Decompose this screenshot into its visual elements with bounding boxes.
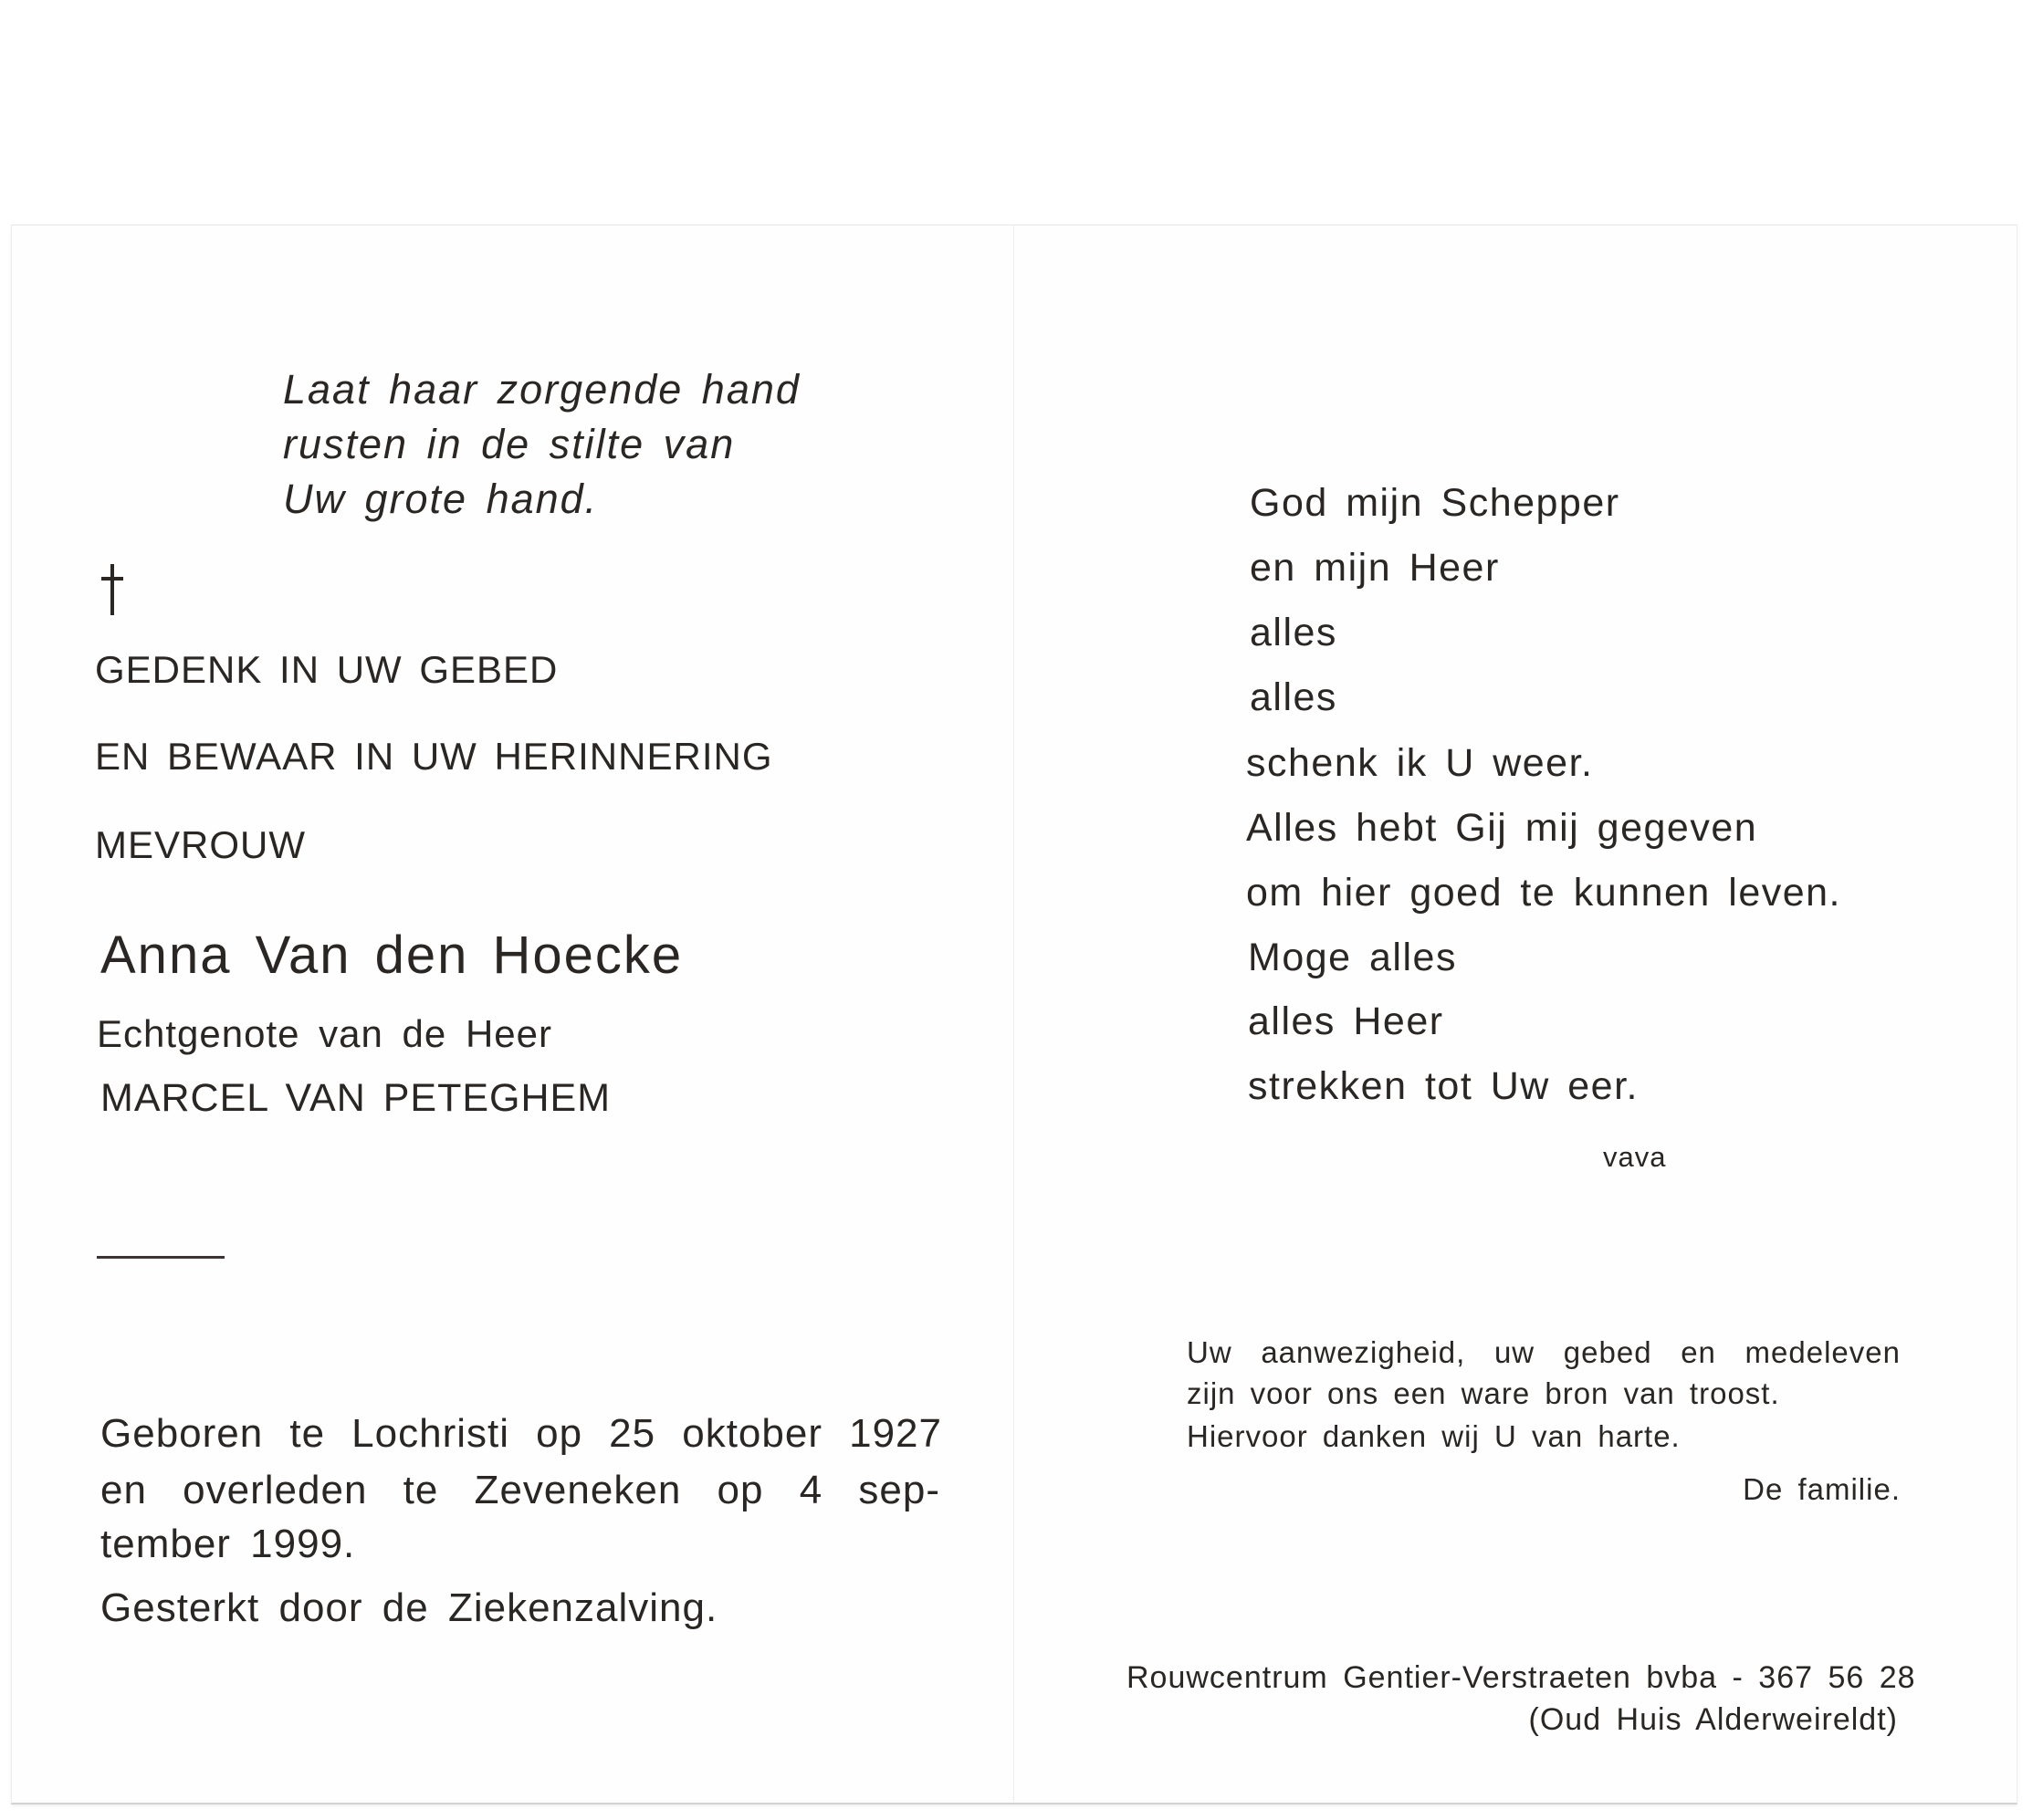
poem-line-2: en mijn Heer	[1250, 546, 1500, 590]
thanks-line-2: zijn voor ons een ware bron van troost.	[1187, 1376, 1780, 1410]
latin-cross-icon	[100, 564, 125, 615]
poem-line-1: God mijn Schepper	[1250, 481, 1620, 525]
poem-line-4: alles	[1250, 675, 1337, 719]
quote-line-1: Laat haar zorgende hand	[283, 366, 801, 413]
poem-line-7: om hier goed te kunnen leven.	[1246, 871, 1842, 915]
poem-line-6: Alles hebt Gij mij gegeven	[1246, 806, 1758, 850]
card-fold-line	[1013, 225, 1014, 1802]
birth-line-3: tember 1999.	[100, 1522, 356, 1566]
poem-author: vava	[1603, 1141, 1667, 1173]
quote-line-2: rusten in de stilte van	[283, 421, 736, 467]
birth-line-2: en overleden te Zeveneken op 4 sep-	[100, 1468, 940, 1512]
thanks-line-3: Hiervoor danken wij U van harte.	[1187, 1419, 1681, 1453]
spouse-name: MARCEL VAN PETEGHEM	[100, 1076, 612, 1120]
headline-keep-in-memory: EN BEWAAR IN UW HERINNERING	[95, 735, 773, 778]
poem-line-5: schenk ik U weer.	[1246, 741, 1594, 785]
deceased-name: Anna Van den Hoecke	[100, 926, 684, 985]
salutation: MEVROUW	[95, 823, 306, 866]
funeral-home: Rouwcentrum Gentier-Verstraeten bvba - 367 56 28	[1126, 1660, 1916, 1695]
birth-line-1: Geboren te Lochristi op 25 oktober 1927	[100, 1411, 942, 1456]
poem-line-3: alles	[1250, 611, 1337, 654]
thanks-line-1: Uw aanwezigheid, uw gebed en medeleven	[1187, 1335, 1901, 1369]
funeral-home-sub: (Oud Huis Alderweireldt)	[1528, 1702, 1898, 1737]
poem-line-9: alles Heer	[1248, 999, 1444, 1043]
quote-line-3: Uw grote hand.	[283, 476, 599, 522]
divider-rule	[97, 1256, 225, 1259]
headline-remember-in-prayer: GEDENK IN UW GEBED	[95, 648, 559, 691]
poem-line-10: strekken tot Uw eer.	[1248, 1064, 1639, 1108]
spouse-label: Echtgenote van de Heer	[97, 1012, 552, 1055]
poem-line-8: Moge alles	[1248, 936, 1457, 979]
sacrament-line: Gesterkt door de Ziekenzalving.	[100, 1585, 718, 1630]
family-signature: De familie.	[1743, 1472, 1901, 1506]
